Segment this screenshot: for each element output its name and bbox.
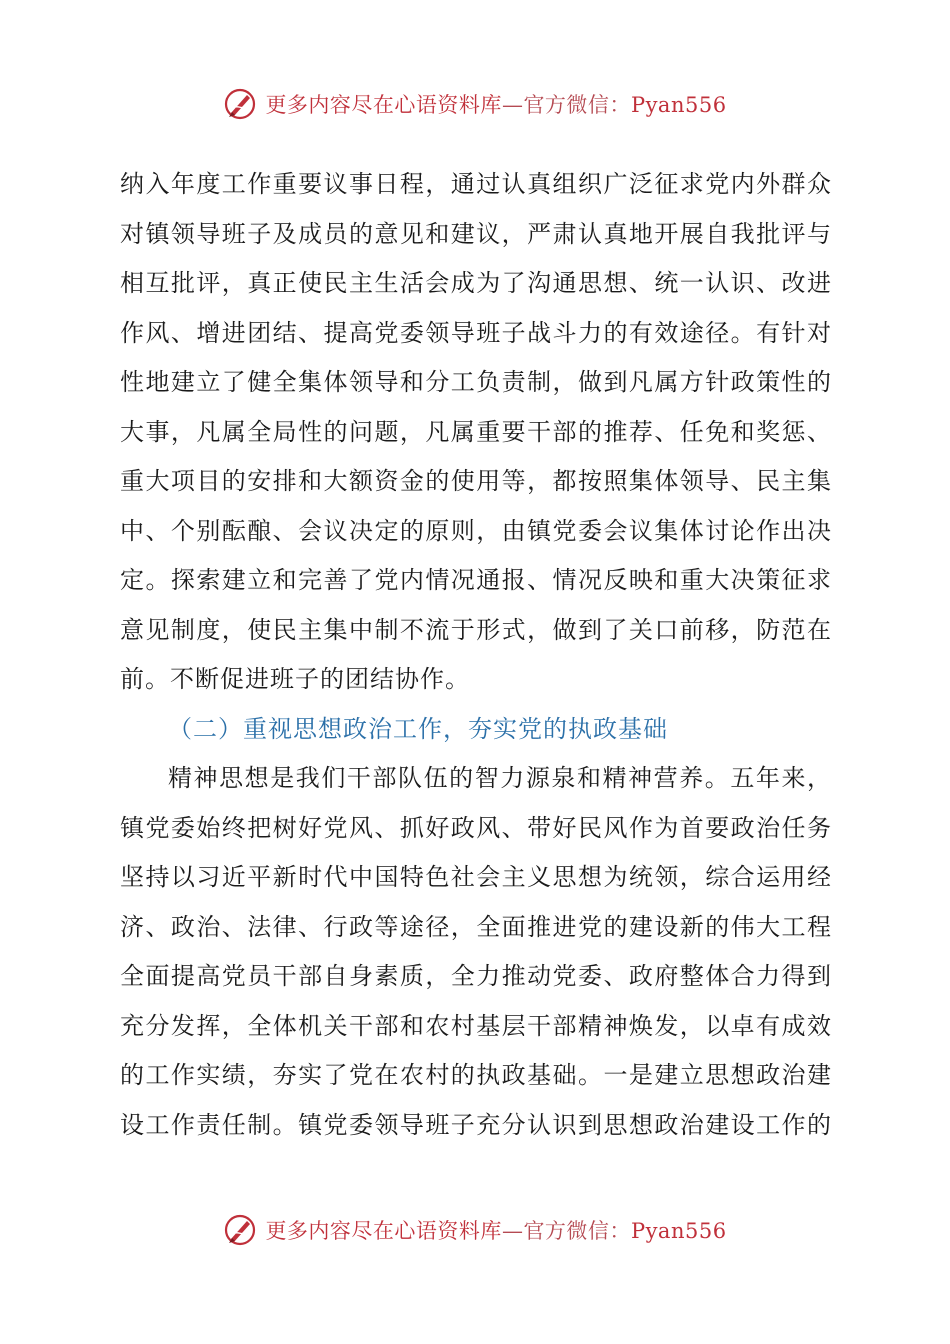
footer-banner-text: 更多内容尽在心语资料库—官方微信：Pyan556 xyxy=(265,1219,727,1243)
paragraph-line: 相互批评，真正使民主生活会成为了沟通思想、统一认识、改进 xyxy=(120,269,832,297)
header-banner-text: 更多内容尽在心语资料库—官方微信：Pyan556 xyxy=(265,93,727,117)
pen-logo-icon xyxy=(223,1213,257,1247)
paragraph-line: 坚持以习近平新时代中国特色社会主义思想为统领，综合运用经 xyxy=(120,863,832,891)
paragraph-line: 设工作责任制。镇党委领导班子充分认识到思想政治建设工作的 xyxy=(120,1110,832,1139)
paragraph-line: 性地建立了健全集体领导和分工负责制，做到凡属方针政策性的 xyxy=(120,368,832,396)
paragraph-line: 意见制度，使民主集中制不流于形式，做到了关口前移，防范在 xyxy=(120,615,832,644)
footer-banner xyxy=(0,1208,950,1252)
paragraph-line: 济、政治、法律、行政等途径，全面推进党的建设新的伟大工程 xyxy=(120,912,832,941)
paragraph-line: 大事，凡属全局性的问题，凡属重要干部的推荐、任免和奖惩、 xyxy=(120,417,832,446)
paragraph-line: 的工作实绩，夯实了党在农村的执政基础。一是建立思想政治建 xyxy=(120,1061,832,1089)
paragraph-line: 中、个别酝酿、会议决定的原则，由镇党委会议集体讨论作出决 xyxy=(120,516,832,545)
section-heading: （二）重视思想政治工作，夯实党的执政基础 xyxy=(168,714,668,743)
header-banner xyxy=(0,82,950,126)
paragraph-1 xyxy=(120,160,832,705)
paragraph-line: 作风、增进团结、提高党委领导班子战斗力的有效途径。有针对 xyxy=(120,318,832,347)
paragraph-line: 全面提高党员干部自身素质，全力推动党委、政府整体合力得到 xyxy=(120,962,832,990)
paragraph-line: 充分发挥，全体机关干部和农村基层干部精神焕发，以卓有成效 xyxy=(120,1011,832,1040)
paragraph-line: 镇党委始终把树好党风、抓好政风、带好民风作为首要政治任务 xyxy=(120,813,832,842)
paragraph-2 xyxy=(120,754,832,1150)
document-body xyxy=(120,160,832,1150)
pen-logo-icon xyxy=(223,87,257,121)
paragraph-line: 精神思想是我们干部队伍的智力源泉和精神营养。五年来， xyxy=(168,764,832,792)
paragraph-line: 重大项目的安排和大额资金的使用等，都按照集体领导、民主集 xyxy=(120,467,832,495)
paragraph-line: 前。不断促进班子的团结协作。 xyxy=(120,665,470,693)
paragraph-line: 定。探索建立和完善了党内情况通报、情况反映和重大决策征求 xyxy=(120,566,832,594)
paragraph-line: 纳入年度工作重要议事日程，通过认真组织广泛征求党内外群众 xyxy=(120,170,832,198)
paragraph-line: 对镇领导班子及成员的意见和建议，严肃认真地开展自我批评与 xyxy=(120,219,832,248)
